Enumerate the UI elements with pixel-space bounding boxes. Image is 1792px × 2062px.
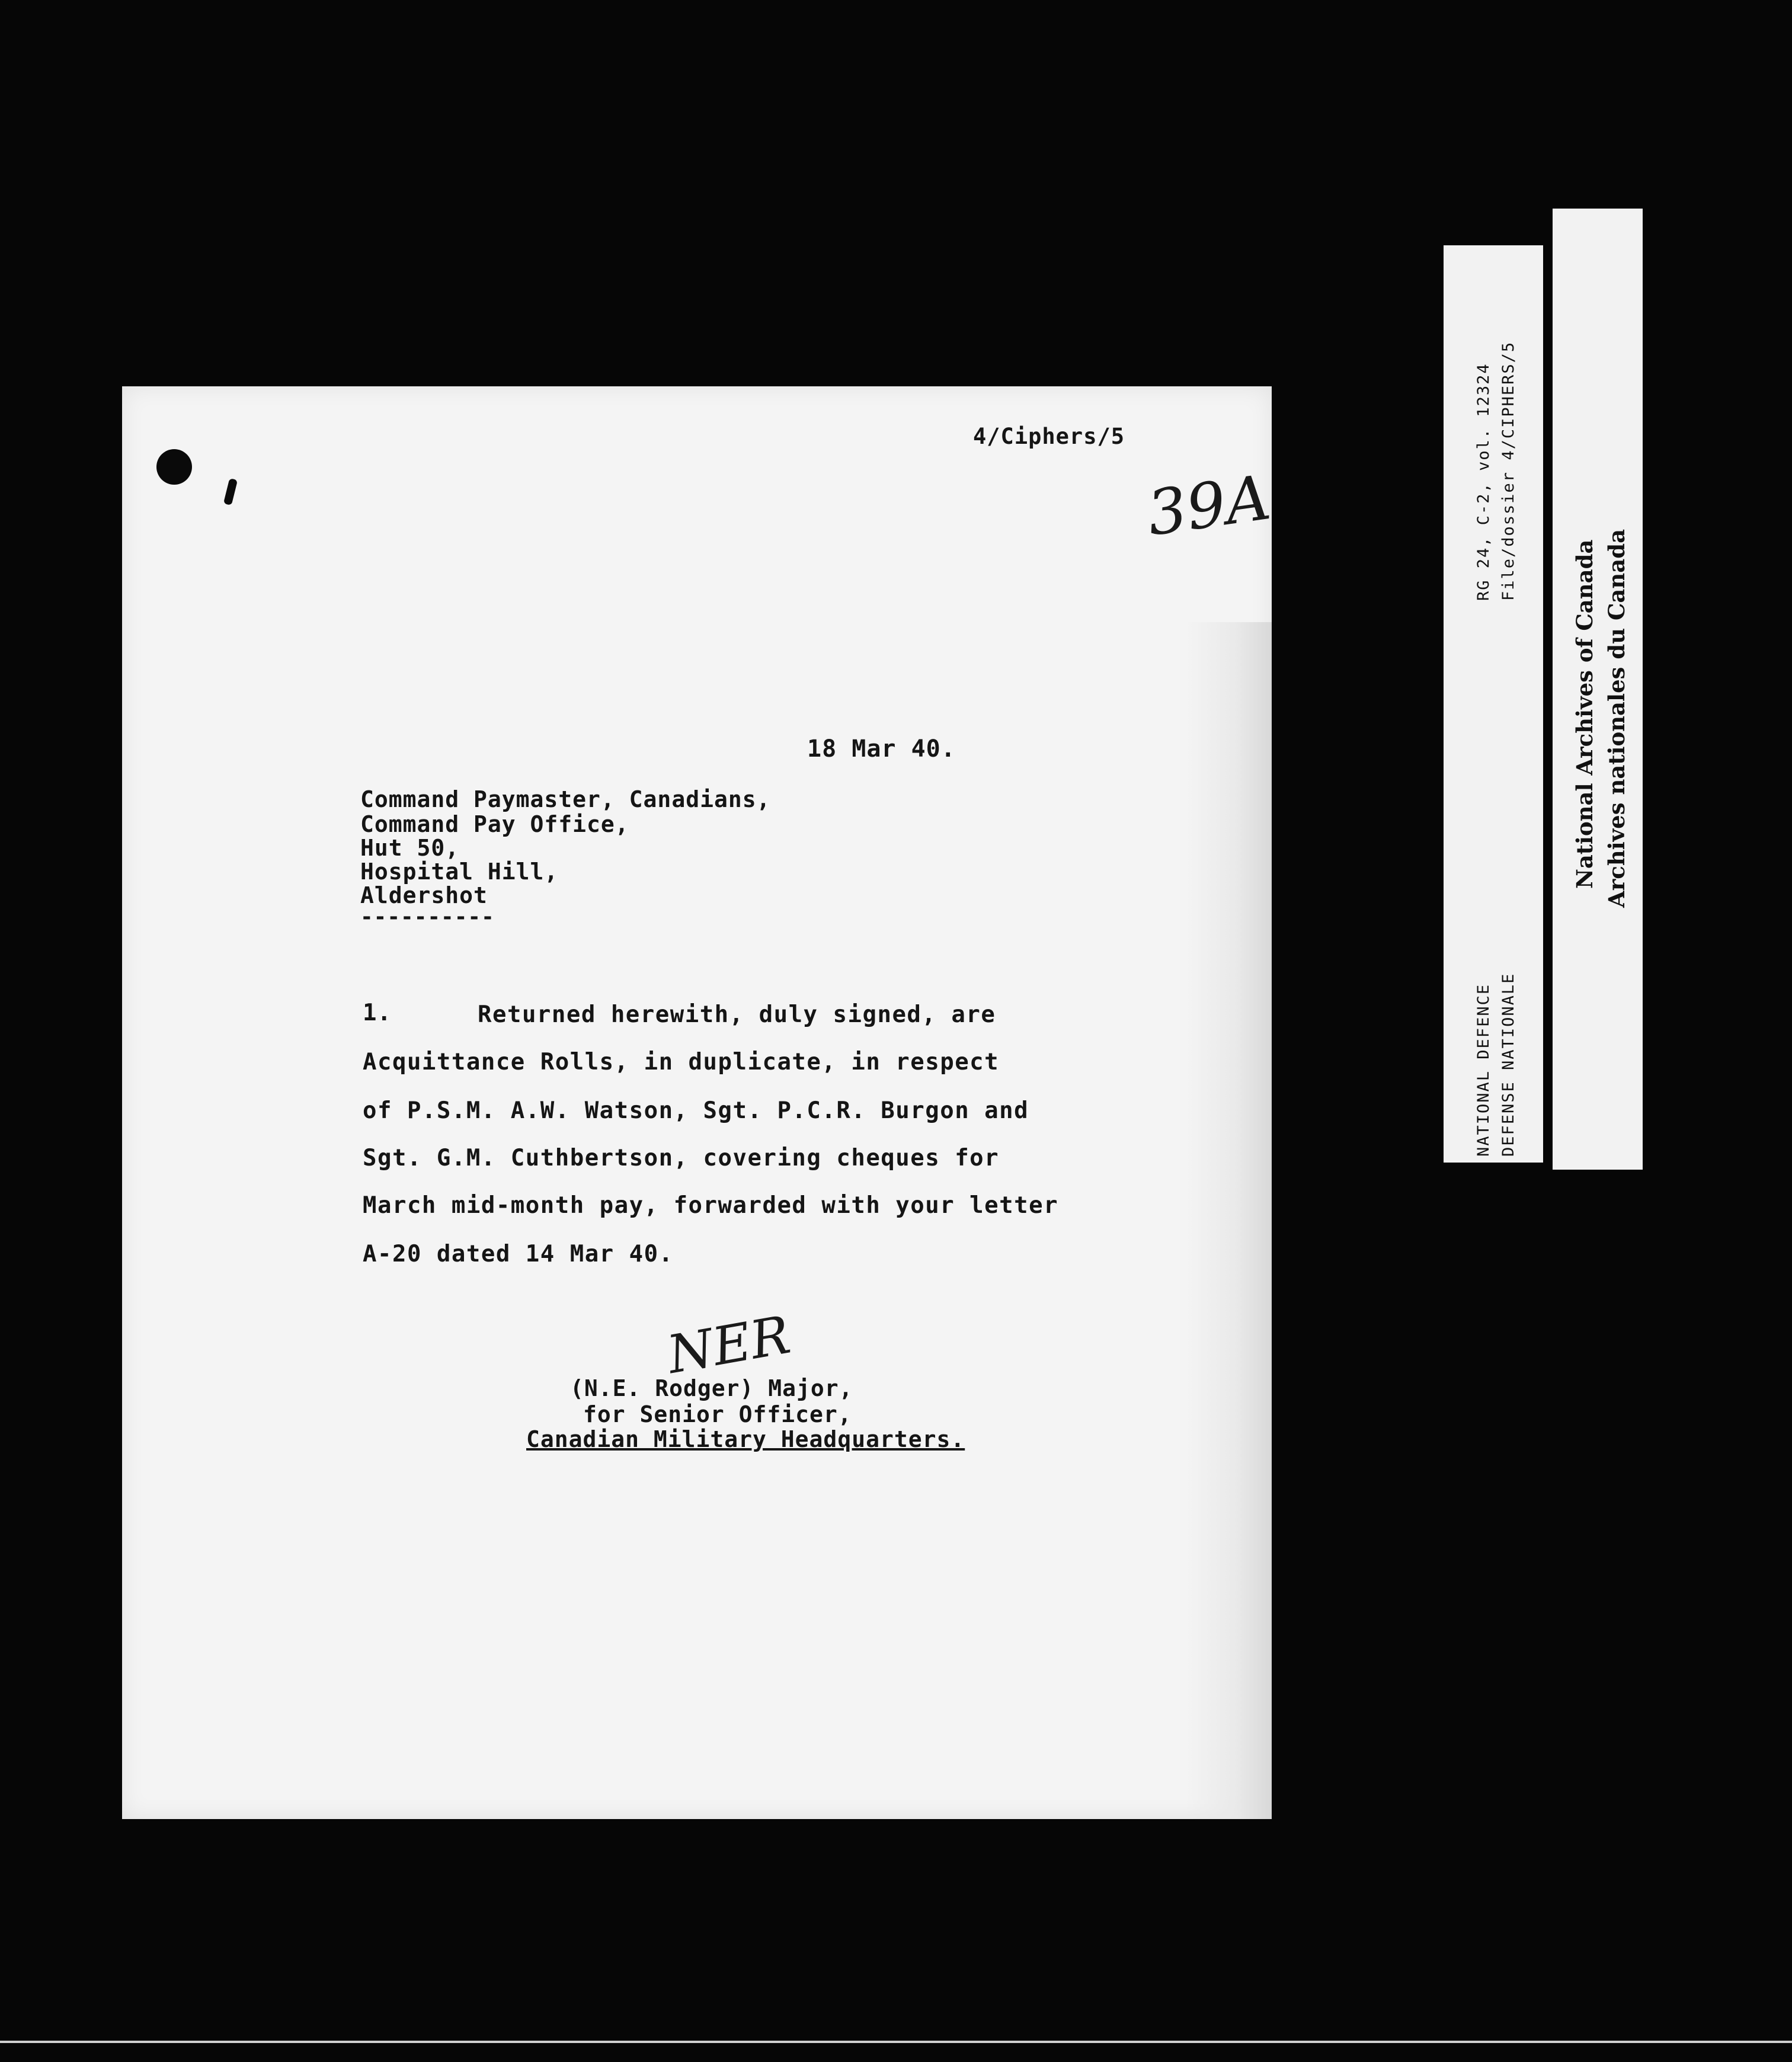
body-line: Returned herewith, duly signed, are: [478, 1001, 996, 1028]
torn-paper-edge: [1185, 622, 1272, 1819]
body-line: of P.S.M. A.W. Watson, Sgt. P.C.R. Burgon and: [363, 1097, 1029, 1124]
national-archives-label: [1553, 209, 1643, 1170]
scan-bottom-rule: [0, 2041, 1792, 2043]
body-line: Sgt. G.M. Cuthbertson, covering cheques for: [363, 1145, 1000, 1171]
letter-date: 18 Mar 40.: [807, 735, 956, 763]
body-line: A-20 dated 14 Mar 40.: [363, 1241, 674, 1267]
handwritten-initials: NER: [663, 1304, 795, 1386]
department-line: NATIONAL DEFENCE: [1474, 983, 1493, 1157]
folio-note: 39A: [1143, 461, 1275, 550]
file-reference: 4/Ciphers/5: [973, 424, 1125, 449]
archives-name-english: National Archives of Canada: [1572, 539, 1598, 889]
address-line: Command Paymaster, Canadians,: [360, 786, 771, 812]
punch-hole-icon: [156, 449, 192, 485]
address-line: Hut 50,: [360, 835, 460, 861]
archive-reference-label: [1444, 245, 1543, 1163]
paragraph-number: 1.: [363, 1000, 392, 1026]
address-line: Hospital Hill,: [360, 859, 559, 885]
department-line: DEFENSE NATIONALE: [1499, 972, 1518, 1157]
address-line: Command Pay Office,: [360, 811, 629, 837]
signature-line: (N.E. Rodger) Major,: [570, 1375, 853, 1401]
archives-name-french: Archives nationales du Canada: [1604, 529, 1630, 908]
body-line: March mid-month pay, forwarded with your letter: [363, 1192, 1059, 1219]
address-underline: ----------: [360, 905, 495, 929]
archive-reference-line: RG 24, C-2, vol. 12324: [1474, 363, 1493, 601]
archive-reference-line: File/dossier 4/CIPHERS/5: [1499, 341, 1518, 601]
signature-line: Canadian Military Headquarters.: [526, 1426, 965, 1452]
address-line: Aldershot: [360, 882, 488, 908]
signature-line: for Senior Officer,: [583, 1401, 852, 1427]
body-line: Acquittance Rolls, in duplicate, in respect: [363, 1049, 1000, 1075]
